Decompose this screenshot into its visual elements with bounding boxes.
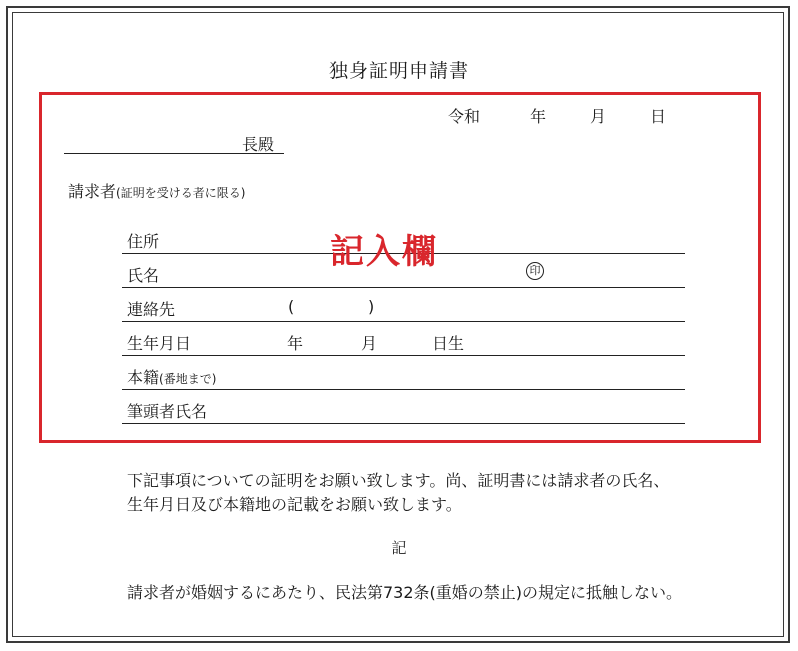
addressee-line (64, 153, 284, 154)
field-head-name-label: 筆頭者氏名 (127, 402, 208, 421)
seal-mark: 印 (526, 262, 544, 280)
row-line-contact (122, 321, 685, 322)
field-name-label: 氏名 (127, 266, 160, 285)
addressee-suffix: 長殿 (242, 135, 275, 154)
requester-note: (証明を受ける者に限る) (116, 186, 246, 200)
birth-month: 月 (361, 334, 378, 353)
requester-heading (68, 179, 245, 202)
field-birthdate-label: 生年月日 (127, 334, 192, 353)
document-title: 独身証明申請書 (328, 60, 469, 82)
row-line-head-name (122, 423, 685, 424)
ki-heading: 記 (391, 539, 407, 557)
date-year: 年 (530, 107, 547, 126)
row-line-name (122, 287, 685, 288)
date-day: 日 (650, 107, 667, 126)
request-text-line2: 生年月日及び本籍地の記載をお願い致します。 (127, 495, 462, 514)
date-month: 月 (590, 107, 607, 126)
field-domicile-label: 本籍 (127, 368, 160, 387)
field-contact-label: 連絡先 (127, 300, 176, 319)
birth-day: 日生 (432, 334, 465, 353)
request-text-line1: 下記事項についての証明をお願い致します。尚、証明書には請求者の氏名、 (127, 471, 670, 490)
entry-area-label: 記入欄 (330, 232, 438, 272)
row-line-domicile (122, 389, 685, 390)
row-line-birthdate (122, 355, 685, 356)
requester-label: 請求者 (68, 182, 117, 201)
contact-paren-close: ) (368, 297, 375, 316)
birth-year: 年 (287, 334, 304, 353)
contact-paren-open: ( (288, 297, 295, 316)
field-address-label: 住所 (127, 232, 160, 251)
date-era: 令和 (448, 107, 481, 126)
field-domicile (127, 365, 216, 388)
field-domicile-note: (番地まで) (159, 372, 217, 386)
statement-text: 請求者が婚姻するにあたり、民法第732条(重婚の禁止)の規定に抵触しない。 (127, 583, 683, 602)
